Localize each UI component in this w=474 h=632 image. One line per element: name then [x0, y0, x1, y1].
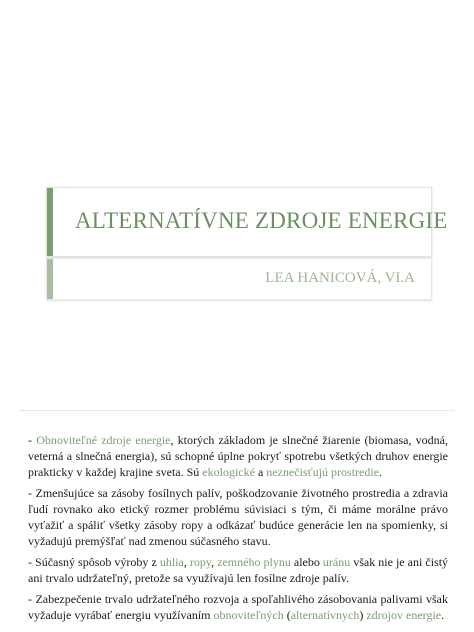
highlighted-term: neznečisťujú prostredie: [266, 465, 380, 479]
paragraph: [28, 432, 448, 480]
paragraph: [28, 485, 448, 549]
author-subtitle: LEA HANICOVÁ, VI.A: [265, 270, 415, 286]
highlighted-term: ropy: [189, 555, 212, 569]
page-divider: [20, 410, 454, 411]
paragraph: [28, 591, 448, 623]
subtitle-accent-bar: [47, 259, 53, 299]
paragraph-text: - Zmenšujúce sa zásoby fosílnych palív, poškodzovanie životného prostredia a zdravia ľudí rovnako ako etický rozmer problému súvisiaci s tým, či máme morálne právo vyťažiť a spáliť všetky zásoby ropy a odkázať budúce generácie len na spomienky, si vyžadujú premýšľať nad zmenou súčasného stavu.: [28, 486, 448, 548]
highlighted-term: ekologické: [202, 465, 255, 479]
document-title: ALTERNATÍVNE ZDROJE ENERGIE: [75, 208, 448, 233]
paragraph-text: a: [254, 465, 267, 479]
highlighted-term: alternatívnych: [290, 608, 360, 622]
paragraph-text: alebo: [290, 555, 323, 569]
content-body: [28, 432, 448, 628]
title-box: [46, 187, 448, 257]
paragraph-text: .: [441, 608, 445, 622]
title-accent-bar: [47, 188, 53, 256]
paragraph-text: - Zabezpečenie trvalo udržateľného rozvoja a spoľahlivého zásobovania palivami však vyžaduje vyrábať energiu využívaním: [28, 592, 448, 622]
paragraph-text: ,: [183, 555, 190, 569]
paragraph: [28, 554, 448, 586]
highlighted-term: Obnoviteľné zdroje energie: [36, 433, 171, 447]
paragraph-text: - Súčasný spôsob výroby z: [28, 555, 160, 569]
paragraph-text: (: [283, 608, 291, 622]
paragraph-text: ): [359, 608, 367, 622]
paragraph-text: .: [379, 465, 383, 479]
title-slide: [0, 0, 474, 310]
paragraph-text: , ktorých základom je slnečné žiarenie (biomasa, vodná, veterná a slnečná energia), sú schopné úplne pokryť spotrebu všetkých druhov energie prakticky v každej krajine sveta. Sú: [28, 433, 449, 479]
highlighted-term: uhlia: [159, 555, 184, 569]
highlighted-term: uránu: [322, 555, 351, 569]
highlighted-term: obnoviteľných: [213, 608, 284, 622]
subtitle-box: [46, 258, 432, 300]
paragraph-text: ,: [211, 555, 218, 569]
highlighted-term: zdrojov energie: [366, 608, 442, 622]
paragraph-text: -: [28, 433, 37, 447]
highlighted-term: zemného plynu: [217, 555, 291, 569]
paragraph-text: však nie je ani čistý ani trvalo udržateľný, pretože sa využívajú len fosílne zdroje palív.: [28, 555, 449, 585]
